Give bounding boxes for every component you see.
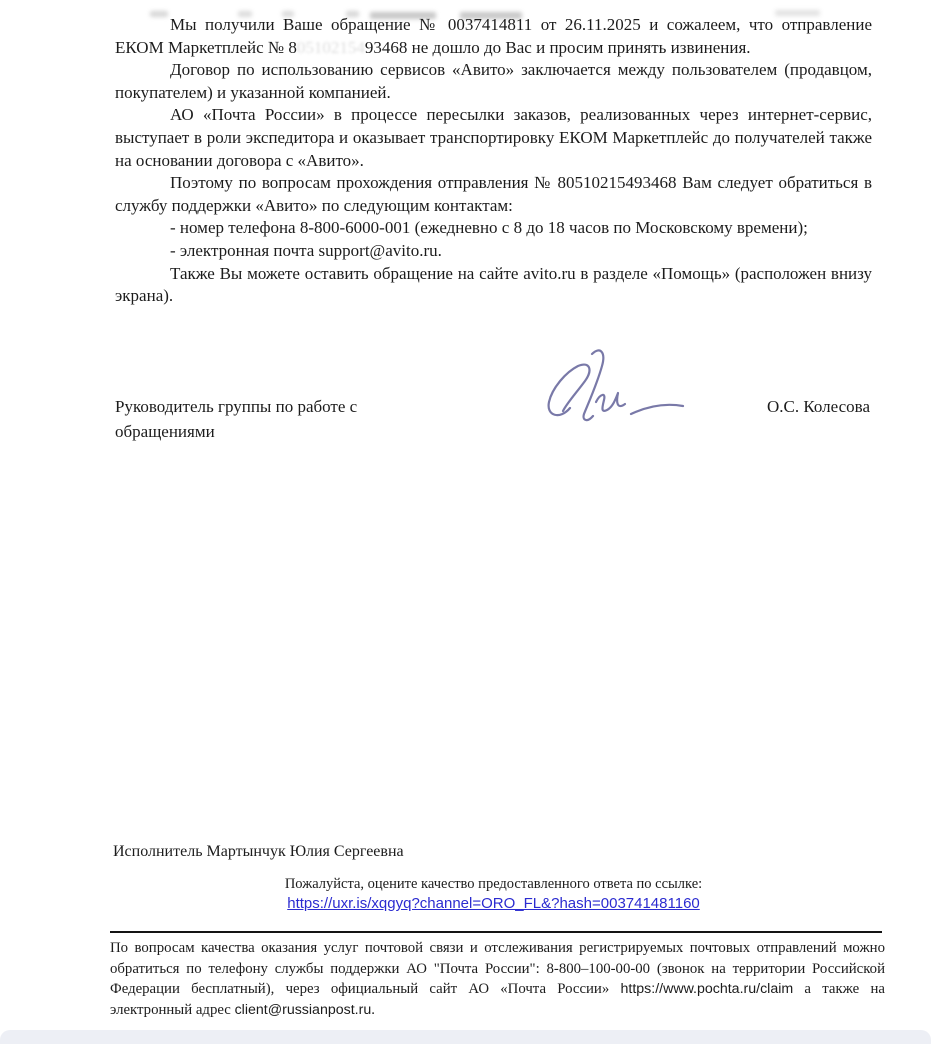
executor-line: Исполнитель Мартынчук Юлия Сергеевна xyxy=(113,843,404,860)
footer-note xyxy=(110,938,885,1021)
paragraph-help-section: Также Вы можете оставить обращение на сайте avito.ru в разделе «Помощь» (расположен внизу экрана). xyxy=(115,263,872,306)
tracking-number-visible-start: 8 xyxy=(288,37,297,57)
paragraph-avito-contract: Договор по использованию сервисов «Авито» заключается между пользователем (продавцом, покупателем) и указанной компанией. xyxy=(115,60,872,102)
paragraph-phone: - номер телефона 8-800-6000-001 (ежедневно с 8 до 18 часов по Московскому времени); xyxy=(170,218,808,238)
rating-prompt: Пожалуйста, оцените качество предоставленного ответа по ссылке: xyxy=(284,876,703,892)
rating-block xyxy=(115,876,872,913)
paragraph-appeal-text: Мы получили Ваше обращение № 0037414811 от 26.11.2025 и сожалеем, что отправление ЕКОМ Маркетплейс № xyxy=(115,15,872,57)
paragraph-appeal-tail: не дошло до Вас и просим принять извинения. xyxy=(407,37,751,57)
footer-text: По вопросам качества оказания услуг почтовой связи и отслеживания регистрируемых почтовых отправлений можно обратиться по телефону службы поддержки АО "Почта России": 8-800–100-00-00 (звонок на территории Российской Федерации бесплатный), через официальный сайт АО «Почта России» xyxy=(110,940,885,998)
footer-claim-url: https://www.pochta.ru/claim xyxy=(620,981,794,998)
signer-name: О.С. Колесова xyxy=(767,397,870,416)
tracking-number-visible-end: 93468 xyxy=(364,37,408,57)
letter-body xyxy=(115,14,872,308)
rating-survey-link[interactable]: https://uxr.is/xqgyq?channel=ORO_FL&?hash=003741481160 xyxy=(287,895,700,912)
paragraph-contact-intro: Поэтому по вопросам прохождения отправления № 80510215493468 Вам следует обратиться в службу поддержки «Авито» по следующим контактам: xyxy=(115,173,872,215)
bottom-strip xyxy=(0,1030,931,1044)
tracking-number-redacted: 05102154 xyxy=(296,37,365,57)
paragraph-email: - электронная почта support@avito.ru. xyxy=(170,240,442,260)
footer-divider xyxy=(110,931,882,933)
handwritten-signature-icon xyxy=(536,346,694,434)
paragraph-russian-post-role: АО «Почта России» в процессе пересылки заказов, реализованных через интернет-сервис, выступает в роли экспедитора и оказывает транспортировку ЕКОМ Маркетплейс до получателей также на основании договора с «Авито». xyxy=(115,105,872,170)
footer-support-email: client@russianpost.ru xyxy=(234,1002,372,1019)
signer-position: Руководитель группы по работе с обращениями xyxy=(115,397,358,441)
footer-text-end: . xyxy=(371,1002,375,1019)
footer-text-between: а также на электронный адрес xyxy=(110,981,885,1019)
paragraph-appeal xyxy=(115,14,872,59)
